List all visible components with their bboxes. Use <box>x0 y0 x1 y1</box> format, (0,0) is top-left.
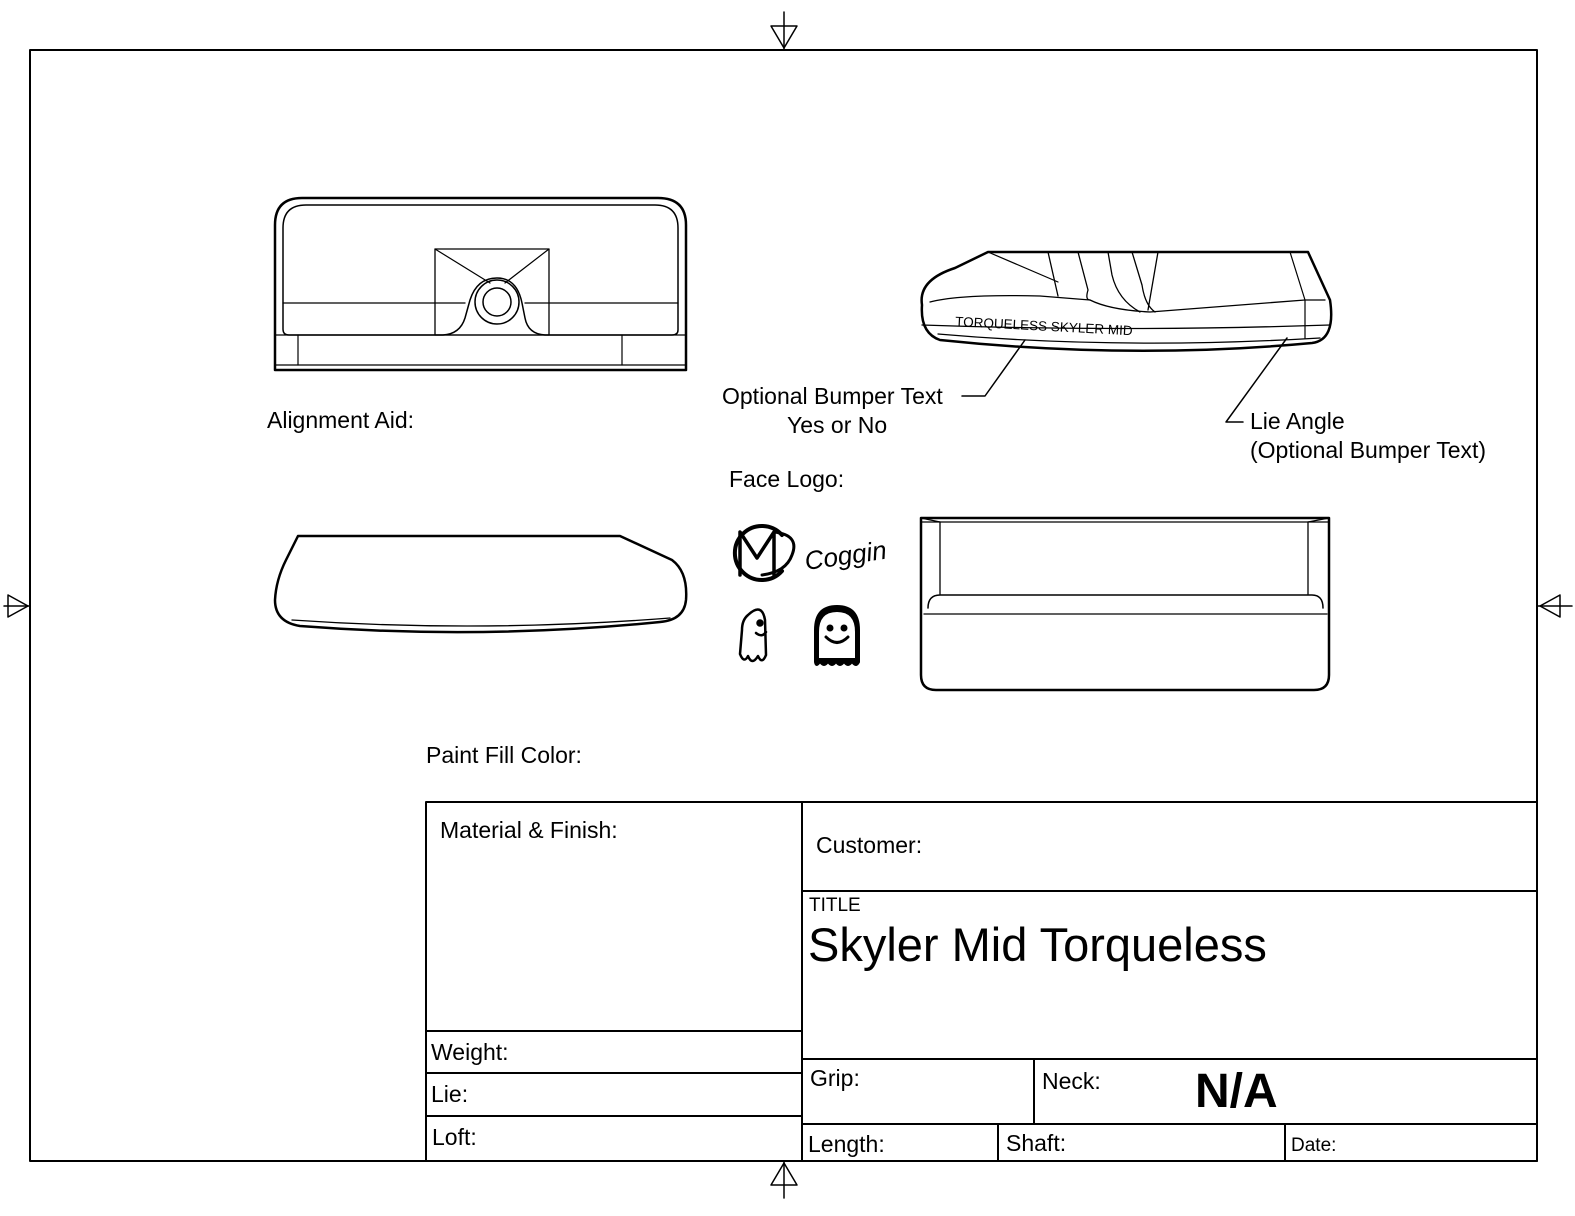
alignment-aid-label: Alignment Aid: <box>267 407 415 433</box>
material-finish-field: Material & Finish: <box>440 817 618 843</box>
top-view <box>275 198 686 370</box>
bumper-text-leader <box>962 340 1025 396</box>
title-caption: TITLE <box>809 895 861 916</box>
sheet-border <box>30 50 1537 1161</box>
center-mark-left <box>4 595 30 617</box>
paint-fill-color-label: Paint Fill Color: <box>426 742 582 768</box>
loft-field: Loft: <box>432 1124 477 1150</box>
grip-field: Grip: <box>810 1065 860 1091</box>
weight-field: Weight: <box>431 1039 509 1065</box>
neck-field: Neck: <box>1042 1068 1101 1094</box>
center-mark-bottom <box>771 1161 797 1198</box>
sole-view <box>275 536 686 632</box>
lie-field: Lie: <box>431 1081 469 1107</box>
neck-value: N/A <box>1195 1065 1278 1118</box>
drawing-title: Skyler Mid Torqueless <box>808 918 1267 971</box>
ghost-front-logo-icon <box>815 606 859 665</box>
length-field: Length: <box>808 1131 885 1157</box>
lie-angle-note-label: (Optional Bumper Text) <box>1250 437 1487 463</box>
face-view <box>921 518 1329 690</box>
bumper-engraving: TORQUELESS SKYLER MID <box>954 314 1133 339</box>
date-field: Date: <box>1291 1135 1337 1156</box>
coggin-script-logo: Coggin <box>802 534 889 576</box>
ghost-side-logo-icon <box>740 610 766 661</box>
center-mark-top <box>771 12 797 50</box>
customer-field: Customer: <box>816 832 923 858</box>
center-mark-right <box>1537 595 1572 617</box>
cm-logo-icon <box>735 526 794 580</box>
face-logo-label: Face Logo: <box>729 466 845 492</box>
shaft-field: Shaft: <box>1006 1130 1067 1156</box>
title-block-grid <box>426 802 1537 1161</box>
bumper-yes-no-label: Yes or No <box>787 412 888 438</box>
optional-bumper-text-label: Optional Bumper Text <box>722 383 943 409</box>
lie-angle-label: Lie Angle <box>1250 408 1345 434</box>
